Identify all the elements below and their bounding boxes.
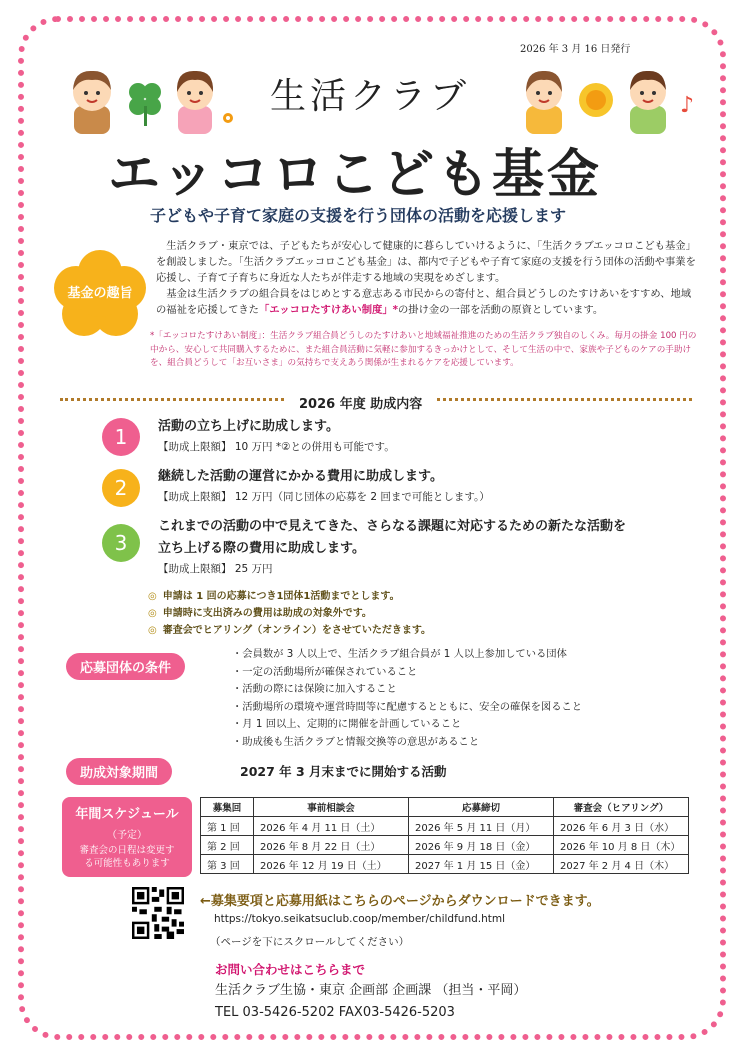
schedule-note: 審査会の日程は変更す る可能性もあります xyxy=(79,845,175,869)
table-cell: 第 3 回 xyxy=(201,855,254,874)
contact-org: 生活クラブ生協・東京 企画部 企画課 （担当・平岡） xyxy=(215,983,527,998)
sunflower-icon xyxy=(579,83,613,117)
table-cell: 2027 年 2 月 4 日（木） xyxy=(554,855,689,874)
schedule-label-box xyxy=(62,797,192,877)
requirement-item: ・月 1 回以上、定期的に開催を計画していること xyxy=(232,718,462,730)
table-cell: 2026 年 8 月 22 日（土） xyxy=(254,836,409,855)
clover-icon xyxy=(129,83,161,126)
qr-code-icon[interactable] xyxy=(132,887,184,939)
item-1-detail: 【助成上限額】 10 万円 *②との併用も可能です。 xyxy=(158,441,395,453)
item-3-heading: これまでの活動の中で見えてきた、さらなる課題に対応するための新たな活動を xyxy=(158,519,627,534)
badge-label: 基金の趣旨 xyxy=(67,286,133,301)
grant-item-3 xyxy=(158,516,626,578)
item-3-number: 3 xyxy=(102,524,140,562)
scroll-note: （ページを下にスクロールしてください） xyxy=(210,936,410,948)
application-notes xyxy=(148,588,431,639)
table-cell: 第 2 回 xyxy=(201,836,254,855)
requirements-label: 応募団体の条件 xyxy=(66,653,185,680)
section-title: 2026 年度 助成内容 xyxy=(285,393,436,412)
table-header: 募集回 xyxy=(201,798,254,817)
kids-illustration-right xyxy=(520,62,700,137)
kids-illustration-left xyxy=(66,62,241,137)
contact-info xyxy=(215,980,526,1024)
note-item: ◎ 申請時に支出済みの費用は助成の対象外です。 xyxy=(148,608,372,619)
contact-phone-fax: TEL 03-5426-5202 FAX03-5426-5203 xyxy=(215,1005,455,1020)
item-1-number: 1 xyxy=(102,418,140,456)
requirement-item: ・助成後も生活クラブと情報交換等の意思があること xyxy=(232,735,480,748)
girl-orange-icon xyxy=(526,71,562,134)
table-cell: 第 1 回 xyxy=(201,817,254,836)
period-label: 助成対象期間 xyxy=(66,758,172,785)
schedule-table xyxy=(200,797,689,874)
table-header: 応募締切 xyxy=(409,798,554,817)
title-top: 生活クラブ xyxy=(270,76,471,117)
intro-text xyxy=(156,238,696,318)
boy-icon xyxy=(73,71,111,134)
table-header: 審査会（ヒアリング） xyxy=(554,798,689,817)
requirement-item: ・会員数が 3 人以上で、生活クラブ組合員が 1 人以上参加している団体 xyxy=(232,648,567,660)
issue-date: 2026 年 3 月 16 日発行 xyxy=(520,44,631,55)
table-header: 事前相談会 xyxy=(254,798,409,817)
grant-item-1 xyxy=(158,416,395,456)
item-2-heading: 継続した活動の運営にかかる費用に助成します。 xyxy=(158,469,443,484)
girl-icon xyxy=(177,71,213,134)
item-3-heading-2: 立ち上げる際の費用に助成します。 xyxy=(158,541,365,556)
requirements-list xyxy=(232,646,582,751)
purpose-badge xyxy=(52,250,148,336)
requirement-item: ・活動場所の環境や運営時間等に配慮するとともに、安全の確保を図ること xyxy=(232,700,583,713)
title-main: エッコロこども基金 xyxy=(108,145,602,205)
table-cell: 2026 年 12 月 19 日（土） xyxy=(254,855,409,874)
item-1-heading: 活動の立ち上げに助成します。 xyxy=(158,419,339,434)
note-item: ◎ 審査会でヒアリング（オンライン）をさせていただきます。 xyxy=(148,625,432,636)
schedule-sub: （予定） xyxy=(107,830,147,841)
flower-icon xyxy=(223,113,233,123)
grant-item-2 xyxy=(158,466,490,506)
table-cell: 2027 年 1 月 15 日（金） xyxy=(409,855,554,874)
table-row xyxy=(201,817,689,836)
item-2-number: 2 xyxy=(102,469,140,507)
table-cell: 2026 年 4 月 11 日（土） xyxy=(254,817,409,836)
table-cell: 2026 年 9 月 18 日（金） xyxy=(409,836,554,855)
period-text: 2027 年 3 月末までに開始する活動 xyxy=(240,764,447,779)
schedule-title: 年間スケジュール xyxy=(75,807,179,822)
download-url-link[interactable]: https://tokyo.seikatsuclub.coop/member/childfund.html xyxy=(214,913,506,925)
contact-title: お問い合わせはこちらまで xyxy=(215,962,366,977)
ekkoro-system-highlight: 「エッコロたすけあい制度」* xyxy=(258,304,399,316)
requirement-item: ・活動の際には保険に加入すること xyxy=(232,683,397,695)
item-2-detail: 【助成上限額】 12 万円（同じ団体の応募を 2 回まで可能とします。） xyxy=(158,491,490,503)
item-3-detail: 【助成上限額】 25 万円 xyxy=(158,563,273,575)
table-row xyxy=(201,855,689,874)
intro-paragraph-1: 生活クラブ・東京では、子どもたちが安心して健康的に暮らしていけるように、「生活クラブエッコロこども基金」を創設しました。「生活クラブエッコロこども基金」は、都内で子どもや子育て家庭の支援を行う団体の活動や事業を応援し、子育て子育ちに身近な人たちが伴走する地域の実現をめざします。 xyxy=(156,240,696,284)
requirement-item: ・一定の活動場所が確保されていること xyxy=(232,665,418,678)
download-instruction: ←募集要項と応募用紙はこちらのページからダウンロードできます。 xyxy=(200,894,600,909)
footnote: *「エッコロたすけあい制度」：生活クラブ組合員どうしのたすけあいと地域福祉推進のための生活クラブ独自のしくみ。毎月の掛金 100 円の中から、安心して共同購入するために、また組合員活動に気軽に参加するきっかけとして、そして生活の中で、家族や子どものケアの手助けを、組合員どうして「お互いさま」の気持ちで支えあう関係が生まれるケアを応援しています。 xyxy=(150,331,697,368)
table-row xyxy=(201,836,689,855)
table-cell: 2026 年 10 月 8 日（木） xyxy=(554,836,689,855)
intro-paragraph-2: 基金は生活クラブの組合員をはじめとする意志ある市民からの寄付と、組合員どうしのたすけあいをすすめ、地域の福祉を応援してきた「エッコロたすけあい制度」*の掛け金の一部を活動の原資としています。 xyxy=(156,288,692,316)
note-item: ◎ 申請は 1 回の応募につき1団体1活動までとします。 xyxy=(148,591,400,602)
music-note-icon: ♪ xyxy=(680,93,695,118)
boy-green-icon xyxy=(630,71,666,134)
table-cell: 2026 年 6 月 3 日（水） xyxy=(554,817,689,836)
subtitle: 子どもや子育て家庭の支援を行う団体の活動を応援します xyxy=(150,206,567,225)
table-header-row xyxy=(201,798,689,817)
table-cell: 2026 年 5 月 11 日（月） xyxy=(409,817,554,836)
